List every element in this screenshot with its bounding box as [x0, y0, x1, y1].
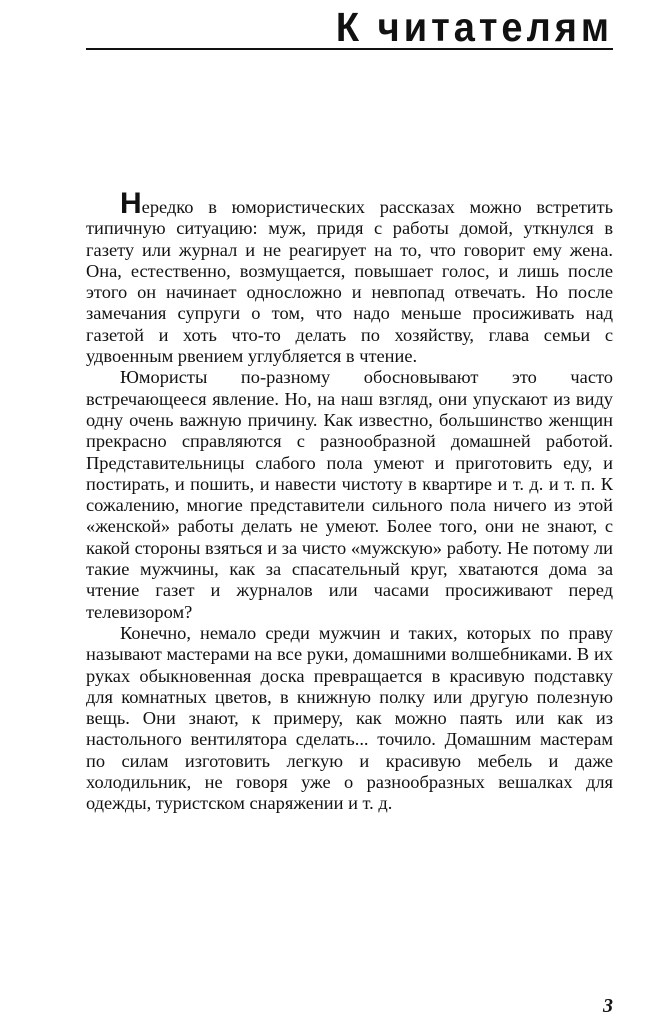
paragraph-1	[86, 187, 613, 367]
article-body	[86, 187, 613, 815]
paragraph-1-text: ередко в юмористических рассказах можно встретить типичную ситуацию: муж, придя с работы домой, уткнулся в газету или журнал и не реагирует на то, что говорит ему жена. Она, естественно, возмущается, повышает голос, и лишь после этого он начинает односложно и невпопад отвечать. Но после замечания супруги о том, что надо меньше просиживать над газетой и хоть что-то делать по хозяйству, глава семьи с удвоенным рвением углубляется в чтение.	[86, 197, 613, 367]
page-number: 3	[603, 995, 613, 1017]
paragraph-2: Юмористы по-разному обосновывают это часто встречающееся явление. Но, на наш взгляд, они упускают из виду одну очень важную причину. Как известно, большинство женщин прекрасно справляются с разнообразной домашней работой. Представительницы слабого пола умеют и приготовить еду, и постирать, и пошить, и навести чистоту в квартире и т. д. и т. п. К сожалению, многие представители сильного пола ничего из этой «женской» работы делать не умеют. Более того, они не знают, с какой стороны взяться и за чисто «мужскую» работу. Не потому ли такие мужчины, как за спасательный круг, хватаются дома за чтение газет и журналов или часами просиживают перед телевизором?	[86, 367, 613, 622]
paragraph-3: Конечно, немало среди мужчин и таких, которых по праву называют мастерами на все руки, домашними волшебниками. В их руках обыкновенная доска превращается в красивую подставку для комнатных цветов, в книжную полку или другую полезную вещь. Они знают, к примеру, как можно паять или как из настольного вентилятора сделать... точило. Домашним мастерам по силам изготовить легкую и красивую мебель и даже холодильник, не говоря уже о разнообразных вешалках для одежды, туристском снаряжении и т. д.	[86, 622, 613, 814]
title-underline-rule	[86, 48, 613, 50]
lead-initial: Н	[120, 187, 142, 220]
page-title: К читателям	[335, 5, 613, 51]
